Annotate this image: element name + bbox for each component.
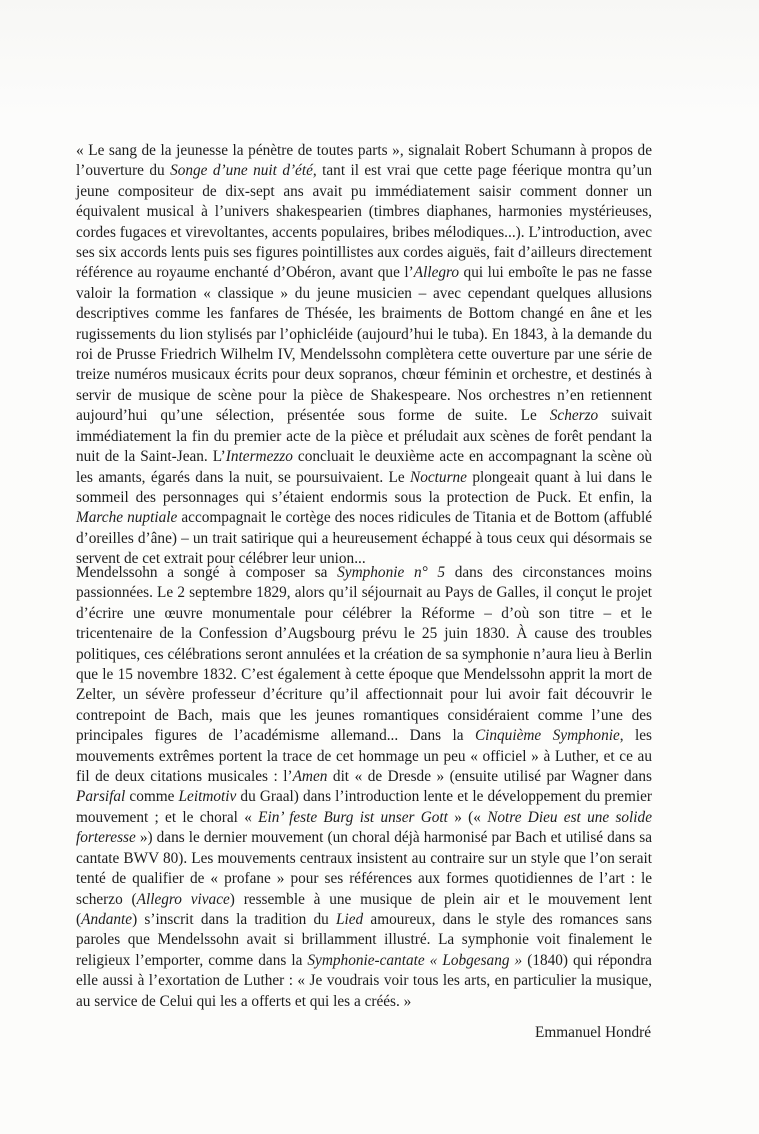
- paragraph-text: [76, 563, 652, 1012]
- italic-title: Andante: [81, 910, 133, 928]
- italic-title: Nocturne: [410, 468, 467, 486]
- paragraph-reformation-symphony: [76, 563, 652, 1012]
- italic-title: Marche nuptiale: [76, 509, 178, 527]
- text-run: dans des circonstances moins passionnées. Le 2 septembre 1829, alors qu’il séjournait au Pays de Galles, il conçut le projet d’écrire une œuvre monumentale pour célébrer la Réforme – d’où son titre – et le tricentenaire de la Confession d’Augsbourg prévu le 25 juin 1830. À cause des troubles politiques, ces célébrations seront annulées et la création de sa symphonie n’aura lieu à Berlin que le 15 novembre 1832. C’est également à cette époque que Mendelssohn apprit la mort de Zelter, un sévère professeur d’écriture qu’il affectionnait pour lui avoir fait découvrir le contrepoint de Bach, mais que les jeunes romantiques considéraient comme l’une des principales figures de l’académisme allemand... Dans la: [76, 564, 652, 745]
- text-run: dit « de Dresde » (ensuite utilisé par Wagner dans: [327, 768, 652, 786]
- text-run: suivait immédiatement la fin du premier acte de la pièce et préludait aux scènes de forêt pendant la nuit de la Saint-Jean. L’: [76, 407, 652, 466]
- paragraph-midsummer: [76, 141, 652, 570]
- text-run: comme: [125, 788, 179, 806]
- text-run: , tant il est vrai que cette page féerique montra qu’un jeune compositeur de dix-sept ans avait pu immédiatement saisir comment donner un équivalent musical à l’univers shakespearien (timbres diaphanes, harmonies mystérieuses, cordes fugaces et virevoltantes, accents populaires, bribes mélodiques...). L’introduction, avec ses six accords lents puis ses figures pointillistes aux cordes aiguës, fait d’ailleurs directement référence au royaume enchanté d’Obéron, avant que l’: [76, 162, 652, 282]
- text-run: (1840) qui répondra elle aussi à l’exortation de Luther : « Je voudrais voir tous les arts, en particulier la musique, au service de Celui qui les a offerts et qui les a créés. »: [76, 951, 652, 1010]
- italic-title: Symphonie n° 5: [337, 564, 446, 581]
- italic-title: Intermezzo: [225, 448, 293, 466]
- italic-title: Lied: [335, 910, 364, 928]
- italic-title: Ein’ feste Burg ist unser Gott: [258, 808, 448, 826]
- text-run: amoureux, dans le style des romances sans paroles que Mendelssohn avait si brillamment illustré. La symphonie voit finalement le religieux l’emporter, comme dans la: [76, 910, 653, 969]
- italic-title: Scherzo: [549, 407, 599, 425]
- italic-title: Notre Dieu est une solide forteresse: [76, 808, 652, 847]
- italic-title: Symphonie-cantate « Lobgesang »: [307, 951, 523, 969]
- text-run: qui lui emboîte le pas ne fasse valoir la formation « classique » du jeune musicien – avec cependant quelques allusions descriptives comme les fanfares de Thésée, les braiments de Bottom changé en âne et les rugissements du lion stylisés par l’ophicléide (aujourd’hui le tuba). En 1843, à la demande du roi de Prusse Friedrich Wilhelm IV, Mendelssohn complètera cette ouverture par une série de treize numéros musicaux écrits pour deux sopranos, chœur féminin et orchestre, et destinés à servir de musique de scène pour la pièce de Shakespeare. Nos orchestres n’en retiennent aujourd’hui qu’une sélection, présentée sous forme de suite. Le: [76, 264, 652, 425]
- text-run: Mendelssohn a songé à composer sa: [76, 564, 338, 581]
- text-run: ) ressemble à une musique de plein air et le mouvement lent (: [76, 890, 652, 928]
- italic-title: Songe d’une nuit d’été: [170, 162, 313, 180]
- italic-title: Parsifal: [76, 788, 126, 806]
- italic-title: Cinquième Symphonie: [474, 727, 620, 745]
- text-run: du Graal) dans l’introduction lente et le développement du premier mouvement ; et le choral «: [76, 788, 652, 826]
- text-run: accompagnait le cortège des noces ridicules de Titania et de Bottom (affublé d’oreilles d’âne) – un trait satirique qui a heureusement échappé à tous ceux qui désormais se servent de cet extrait pour célébrer leur union...: [76, 509, 652, 568]
- author-signature: Emmanuel Hondré: [535, 1024, 651, 1041]
- text-run: » («: [447, 808, 488, 826]
- text-run: , les mouvements extrêmes portent la trace de cet hommage un peu « officiel » à Luther, et ce au fil de deux citations musicales : l’: [76, 727, 653, 786]
- text-run: ) s’inscrit dans la tradition du: [132, 910, 336, 928]
- text-run: plongeait quant à lui dans le sommeil des personnages qui s’étaient endormis sous la protection de Puck. Et enfin, la: [76, 468, 652, 506]
- text-run: concluait le deuxième acte en accompagnant la scène où les amants, égarés dans la nuit, se poursuivaient. Le: [76, 448, 653, 486]
- text-run: ») dans le dernier mouvement (un choral déjà harmonisé par Bach et utilisé dans sa cantate BWV 80). Les mouvements centraux insistent au contraire sur un style que l’on serait tenté de qualifier de « profane » pour ses références aux formes quotidiennes de l’art : le scherzo (: [76, 829, 652, 908]
- text-run: « Le sang de la jeunesse la pénètre de toutes parts », signalait Robert Schumann à propos de l’ouverture du: [76, 142, 652, 180]
- paragraph-text: [76, 141, 652, 570]
- italic-title: Leitmotiv: [178, 788, 237, 806]
- italic-title: Allegro: [413, 264, 460, 282]
- italic-title: Allegro vivace: [136, 890, 230, 908]
- italic-title: Amen: [292, 768, 328, 786]
